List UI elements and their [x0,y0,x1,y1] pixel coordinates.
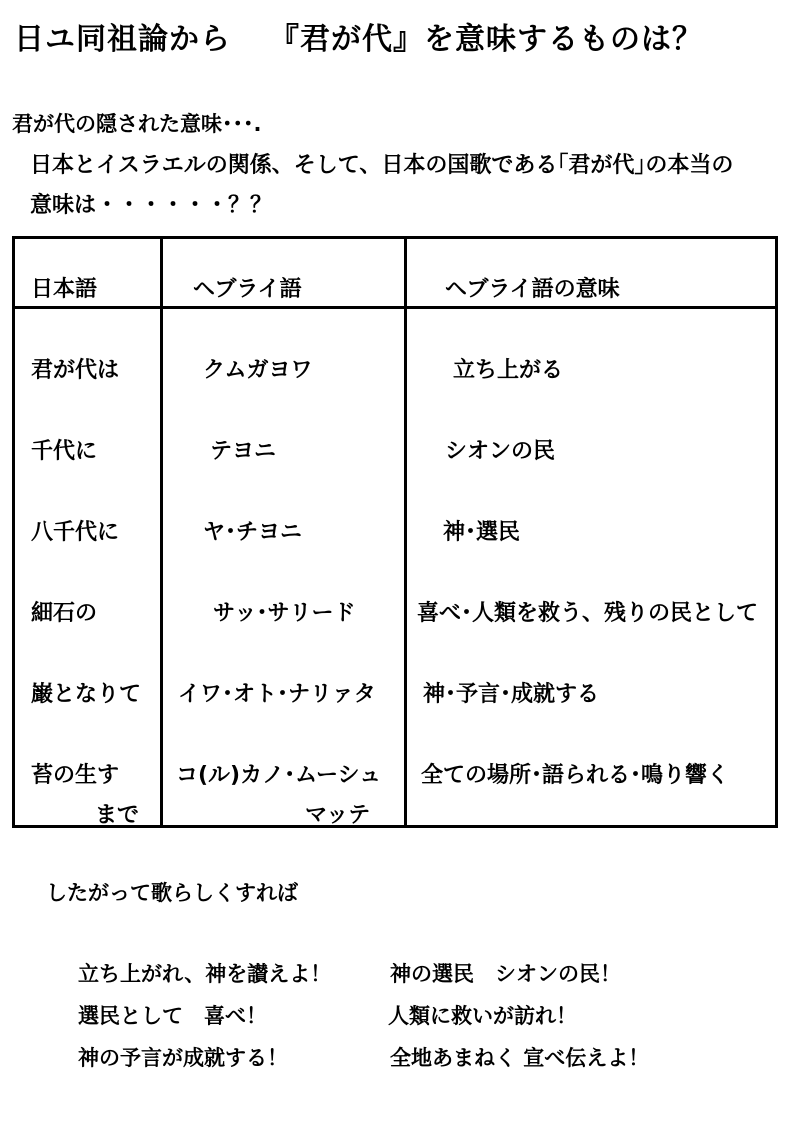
row-japanese: 君が代は [31,358,120,383]
row-hebrew: イワ･オト･ナリァタ [178,682,376,707]
lyric-line: 神の予言が成就する！ [78,1046,288,1070]
column-divider [404,239,407,825]
row-meaning: 神･選民 [443,520,521,545]
lyric-line: 選民として 喜べ！ [78,1004,267,1028]
row-hebrew: テヨニ [210,439,277,464]
lyric-line: 全地あまねく 宣べ伝えよ！ [390,1046,650,1070]
intro-line2: 意味は・・・・・・？？ [30,193,273,218]
lyrics-table [12,236,778,828]
row-japanese: 巌となりて [31,682,142,707]
lyric-line: 立ち上がれ、神を讃えよ！ [78,962,332,986]
header-divider [15,306,775,309]
lyric-line: 神の選民 シオンの民！ [390,962,621,986]
row-meaning: シオンの民 [445,439,556,464]
title-part2: 『君が代』を意味するものは？ [269,22,703,57]
header-hebrew-meaning: ヘブライ語の意味 [445,277,620,302]
intro-paragraph [30,146,780,226]
row-japanese: 苔の生す [31,763,120,788]
row-japanese: 千代に [31,439,98,464]
row-hebrew: サッ･サリード [213,601,356,626]
row-japanese-continued: まで [95,803,140,828]
page-title [14,14,703,58]
row-meaning: 全ての場所･語られる･鳴り響く [421,763,730,788]
title-part1: 日ユ同祖論から [14,22,231,57]
header-hebrew: ヘブライ語 [193,277,302,302]
conclusion-text: したがって歌らしくすれば [46,881,298,905]
row-hebrew: クムガヨワ [203,358,313,383]
row-meaning: 喜べ･人類を救う、残りの民として [417,601,759,626]
row-meaning: 立ち上がる [453,358,564,383]
row-japanese: 八千代に [31,520,120,545]
header-japanese: 日本語 [31,277,98,302]
lyric-line: 人類に救いが訪れ！ [388,1004,577,1028]
row-japanese: 細石の [31,601,98,626]
column-divider [160,239,163,825]
row-meaning: 神･予言･成就する [423,682,600,707]
row-hebrew: ヤ･チヨニ [203,520,303,545]
intro-line1: 日本とイスラエルの関係、そして、日本の国歌である｢君が代｣の本当の [30,153,734,178]
subtitle: 君が代の隠された意味･･･. [12,112,262,136]
row-hebrew: コ(ル)カノ･ムーシュ [176,763,382,788]
row-hebrew-continued: マッテ [305,803,371,828]
